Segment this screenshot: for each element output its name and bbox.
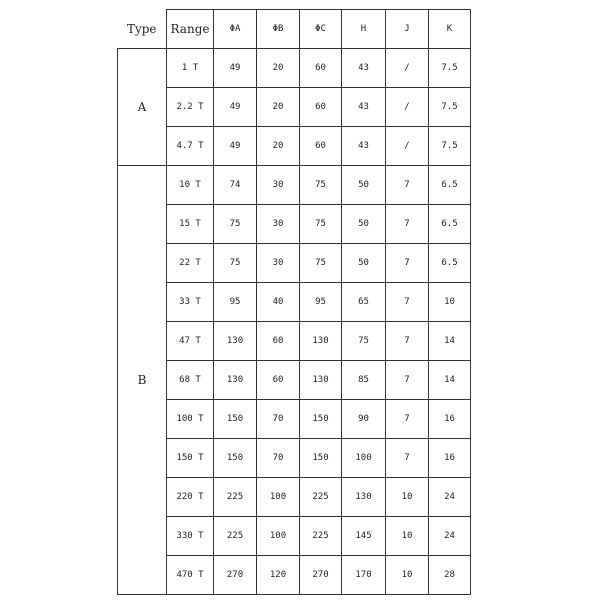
phi-a-cell: 95	[214, 283, 257, 322]
phi-c-cell: 75	[300, 166, 342, 205]
h-cell: 90	[342, 400, 386, 439]
j-cell: 7	[386, 439, 429, 478]
h-cell: 43	[342, 127, 386, 166]
phi-a-cell: 225	[214, 478, 257, 517]
h-cell: 43	[342, 88, 386, 127]
header-range: Range	[167, 10, 214, 49]
table-row	[118, 556, 471, 595]
k-cell: 24	[429, 478, 471, 517]
header-type: Type	[118, 10, 167, 49]
k-cell: 6.5	[429, 244, 471, 283]
phi-c-cell: 130	[300, 361, 342, 400]
phi-b-cell: 70	[257, 439, 300, 478]
table-row	[118, 88, 471, 127]
phi-c-cell: 95	[300, 283, 342, 322]
type-cell: A	[118, 49, 167, 166]
phi-c-cell: 225	[300, 478, 342, 517]
phi-a-cell: 49	[214, 88, 257, 127]
phi-a-cell: 49	[214, 49, 257, 88]
range-cell: 100 T	[167, 400, 214, 439]
phi-b-cell: 120	[257, 556, 300, 595]
range-cell: 10 T	[167, 166, 214, 205]
phi-c-cell: 150	[300, 439, 342, 478]
phi-a-cell: 225	[214, 517, 257, 556]
j-cell: 10	[386, 517, 429, 556]
range-cell: 330 T	[167, 517, 214, 556]
phi-a-cell: 130	[214, 322, 257, 361]
phi-c-cell: 60	[300, 49, 342, 88]
j-cell: 10	[386, 556, 429, 595]
j-cell: 7	[386, 166, 429, 205]
table-row	[118, 166, 471, 205]
phi-c-cell: 225	[300, 517, 342, 556]
phi-a-cell: 130	[214, 361, 257, 400]
range-cell: 22 T	[167, 244, 214, 283]
phi-b-cell: 100	[257, 517, 300, 556]
h-cell: 170	[342, 556, 386, 595]
j-cell: /	[386, 88, 429, 127]
k-cell: 14	[429, 361, 471, 400]
table-row	[118, 400, 471, 439]
header-phi-b: ΦB	[257, 10, 300, 49]
phi-b-cell: 100	[257, 478, 300, 517]
range-cell: 220 T	[167, 478, 214, 517]
phi-a-cell: 49	[214, 127, 257, 166]
table-row	[118, 49, 471, 88]
h-cell: 50	[342, 205, 386, 244]
h-cell: 65	[342, 283, 386, 322]
phi-b-cell: 30	[257, 244, 300, 283]
j-cell: /	[386, 127, 429, 166]
table-row	[118, 361, 471, 400]
j-cell: 7	[386, 283, 429, 322]
k-cell: 6.5	[429, 205, 471, 244]
j-cell: 7	[386, 361, 429, 400]
phi-a-cell: 150	[214, 400, 257, 439]
phi-b-cell: 30	[257, 205, 300, 244]
phi-a-cell: 270	[214, 556, 257, 595]
h-cell: 43	[342, 49, 386, 88]
header-h: H	[342, 10, 386, 49]
range-cell: 470 T	[167, 556, 214, 595]
table-row	[118, 244, 471, 283]
range-cell: 68 T	[167, 361, 214, 400]
k-cell: 16	[429, 400, 471, 439]
h-cell: 85	[342, 361, 386, 400]
k-cell: 7.5	[429, 49, 471, 88]
table-row	[118, 439, 471, 478]
h-cell: 75	[342, 322, 386, 361]
phi-c-cell: 150	[300, 400, 342, 439]
k-cell: 28	[429, 556, 471, 595]
range-cell: 1 T	[167, 49, 214, 88]
header-phi-c: ΦC	[300, 10, 342, 49]
h-cell: 50	[342, 166, 386, 205]
phi-c-cell: 130	[300, 322, 342, 361]
k-cell: 10	[429, 283, 471, 322]
table-row	[118, 283, 471, 322]
k-cell: 24	[429, 517, 471, 556]
phi-b-cell: 20	[257, 127, 300, 166]
header-k: K	[429, 10, 471, 49]
j-cell: 10	[386, 478, 429, 517]
h-cell: 130	[342, 478, 386, 517]
table-row	[118, 205, 471, 244]
type-cell: B	[118, 166, 167, 595]
table-row	[118, 322, 471, 361]
phi-a-cell: 75	[214, 244, 257, 283]
j-cell: 7	[386, 244, 429, 283]
phi-a-cell: 150	[214, 439, 257, 478]
h-cell: 100	[342, 439, 386, 478]
phi-b-cell: 30	[257, 166, 300, 205]
header-row	[118, 10, 471, 49]
table-row	[118, 478, 471, 517]
phi-b-cell: 20	[257, 88, 300, 127]
h-cell: 145	[342, 517, 386, 556]
k-cell: 14	[429, 322, 471, 361]
k-cell: 6.5	[429, 166, 471, 205]
phi-b-cell: 20	[257, 49, 300, 88]
header-phi-a: ΦA	[214, 10, 257, 49]
j-cell: 7	[386, 322, 429, 361]
j-cell: 7	[386, 400, 429, 439]
phi-c-cell: 75	[300, 244, 342, 283]
range-cell: 2.2 T	[167, 88, 214, 127]
range-cell: 150 T	[167, 439, 214, 478]
h-cell: 50	[342, 244, 386, 283]
k-cell: 16	[429, 439, 471, 478]
k-cell: 7.5	[429, 127, 471, 166]
dimension-table	[117, 9, 471, 595]
phi-b-cell: 60	[257, 322, 300, 361]
phi-b-cell: 60	[257, 361, 300, 400]
range-cell: 47 T	[167, 322, 214, 361]
header-j: J	[386, 10, 429, 49]
range-cell: 15 T	[167, 205, 214, 244]
j-cell: /	[386, 49, 429, 88]
table-row	[118, 127, 471, 166]
table-row	[118, 517, 471, 556]
j-cell: 7	[386, 205, 429, 244]
phi-b-cell: 40	[257, 283, 300, 322]
k-cell: 7.5	[429, 88, 471, 127]
phi-a-cell: 74	[214, 166, 257, 205]
range-cell: 33 T	[167, 283, 214, 322]
phi-b-cell: 70	[257, 400, 300, 439]
phi-c-cell: 60	[300, 88, 342, 127]
range-cell: 4.7 T	[167, 127, 214, 166]
phi-c-cell: 60	[300, 127, 342, 166]
phi-c-cell: 270	[300, 556, 342, 595]
spec-table-wrapper	[117, 9, 471, 595]
phi-a-cell: 75	[214, 205, 257, 244]
phi-c-cell: 75	[300, 205, 342, 244]
